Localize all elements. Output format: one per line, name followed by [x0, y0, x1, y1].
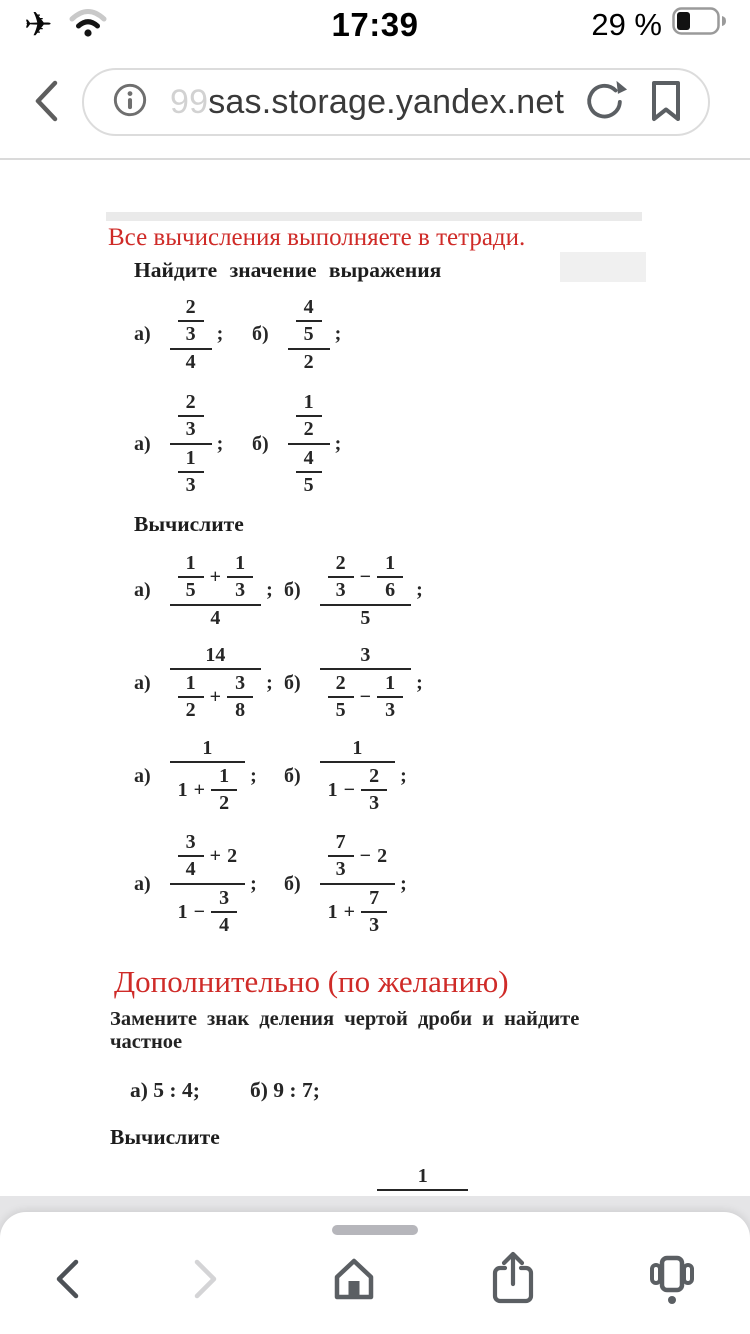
- fraction: [178, 296, 204, 346]
- extra-subheading: Замените знак деления чертой дроби и найдите частное: [110, 1008, 580, 1053]
- problem-label: б): [284, 672, 301, 694]
- math-expression: [167, 644, 264, 723]
- share-icon: [486, 1250, 540, 1311]
- fraction: [296, 391, 322, 441]
- math-row: [175, 831, 240, 881]
- fraction: [377, 552, 403, 602]
- fraction: [170, 295, 212, 374]
- fraction: [296, 447, 322, 497]
- math-token: +: [209, 685, 222, 708]
- math-row: [175, 887, 240, 937]
- fraction: [320, 737, 395, 816]
- numerator: [320, 551, 411, 606]
- math-token: 1: [177, 900, 188, 923]
- math-problem: [134, 551, 284, 630]
- problem-label: б): [284, 579, 301, 601]
- math-expression: [317, 644, 414, 723]
- fraction: [178, 831, 204, 881]
- problems-row: [134, 551, 653, 630]
- clock: 17:39: [331, 6, 419, 43]
- math-row: [325, 552, 406, 602]
- numerator: [178, 552, 204, 578]
- math-problem: [252, 390, 370, 498]
- bookmark-icon: [646, 78, 686, 127]
- numerator: [170, 390, 212, 445]
- math-token: 4: [185, 351, 196, 373]
- bookmark-button[interactable]: [646, 78, 686, 127]
- math-problem: [252, 295, 370, 374]
- math-expression: [167, 551, 264, 630]
- math-token: 2: [369, 765, 380, 787]
- denominator: [320, 763, 395, 816]
- punctuation: ;: [416, 579, 423, 601]
- denominator: [170, 763, 245, 816]
- denominator: [178, 698, 204, 722]
- numerator: [361, 765, 387, 791]
- section2-heading: Вычислите: [134, 512, 244, 536]
- math-token: 3: [369, 792, 380, 814]
- math-token: 7: [335, 831, 346, 853]
- math-row: [325, 887, 390, 937]
- fraction: [361, 887, 387, 937]
- worksheet-image: [108, 224, 653, 1330]
- fraction: [361, 765, 387, 815]
- math-token: 1: [185, 552, 196, 574]
- problem-label: б): [250, 1078, 268, 1102]
- math-row: [325, 672, 406, 722]
- fraction: [320, 551, 411, 630]
- math-token: 4: [185, 858, 196, 880]
- math-problem: [134, 295, 252, 374]
- page-content[interactable]: [0, 160, 750, 1334]
- status-left: [24, 5, 107, 45]
- math-token: 14: [205, 644, 226, 666]
- denominator: [170, 606, 261, 630]
- denominator: [227, 578, 253, 602]
- math-token: 3: [185, 474, 196, 496]
- math-token: 4: [219, 914, 230, 936]
- fraction: [178, 672, 204, 722]
- denominator: [328, 578, 354, 602]
- numerator: [170, 830, 245, 885]
- math-token: 3: [235, 672, 246, 694]
- denominator: [170, 885, 245, 938]
- numerator: [178, 672, 204, 698]
- punctuation: ;: [250, 765, 257, 787]
- punctuation: ;: [266, 579, 273, 601]
- numerator: [296, 296, 322, 322]
- math-token: +: [193, 778, 206, 801]
- refresh-button[interactable]: [582, 78, 628, 127]
- numerator: [377, 552, 403, 578]
- problems-row: [134, 390, 653, 498]
- status-right: [591, 7, 728, 43]
- numerator: [328, 831, 354, 857]
- math-token: 2: [219, 792, 230, 814]
- problem-text: 9 : 7;: [273, 1078, 320, 1102]
- math-token: 6: [385, 579, 396, 601]
- math-token: 7: [369, 887, 380, 909]
- math-row: [325, 765, 390, 815]
- math-token: 1: [202, 737, 213, 759]
- math-row: [175, 552, 256, 602]
- math-token: +: [343, 900, 356, 923]
- numerator: [178, 296, 204, 322]
- fraction: [211, 765, 237, 815]
- math-row: [175, 672, 256, 722]
- numerator: [211, 887, 237, 913]
- fraction: [170, 551, 261, 630]
- fraction: [211, 887, 237, 937]
- problem-label: а): [134, 765, 151, 787]
- math-token: 5: [335, 699, 346, 721]
- denominator: [211, 791, 237, 815]
- numerator: [170, 551, 261, 606]
- math-row: [175, 765, 240, 815]
- math-token: −: [343, 778, 356, 801]
- problem-label: а): [134, 579, 151, 601]
- denominator: [211, 913, 237, 937]
- math-token: 4: [210, 607, 221, 629]
- red-note: Все вычисления выполняете в тетради.: [108, 224, 526, 251]
- numerator: [170, 737, 245, 763]
- fraction: [170, 830, 245, 938]
- airplane-mode-icon: ✈: [24, 5, 53, 45]
- math-token: −: [359, 685, 372, 708]
- denominator: [320, 670, 411, 723]
- problem-label: а): [134, 872, 151, 895]
- math-expression: [167, 295, 215, 374]
- denominator: [178, 322, 204, 346]
- math-expression: [167, 830, 248, 938]
- division-items: [130, 1078, 653, 1103]
- math-token: 1: [177, 778, 188, 801]
- problem-label: б): [252, 432, 269, 455]
- math-token: 1: [303, 391, 314, 413]
- punctuation: ;: [216, 432, 224, 455]
- numerator: [377, 672, 403, 698]
- math-token: 2: [185, 296, 196, 318]
- math-token: 1: [385, 552, 396, 574]
- math-problem: [134, 644, 284, 723]
- math-token: 4: [303, 447, 314, 469]
- math-problem: [284, 737, 434, 816]
- fraction: [178, 447, 204, 497]
- math-problem: [134, 390, 252, 498]
- address-bar[interactable]: [82, 68, 710, 136]
- browser-navbar: [0, 46, 750, 160]
- numerator: [377, 1165, 468, 1191]
- numerator: [320, 644, 411, 670]
- punctuation: ;: [400, 872, 407, 895]
- refresh-icon: [582, 78, 628, 127]
- math-expression: [167, 737, 248, 816]
- numerator: [320, 830, 395, 885]
- numerator: [320, 737, 395, 763]
- numerator: [227, 552, 253, 578]
- punctuation: ;: [416, 672, 423, 694]
- math-expression: [317, 551, 414, 630]
- division-item: [130, 1078, 250, 1103]
- fraction: [296, 296, 322, 346]
- math-token: 1: [235, 552, 246, 574]
- denominator: [170, 445, 212, 498]
- math-problem: [284, 830, 434, 938]
- denominator: [320, 606, 411, 630]
- math-token: 2: [377, 844, 388, 867]
- fraction: [288, 295, 330, 374]
- numerator: [328, 672, 354, 698]
- back-icon: [30, 76, 62, 129]
- denominator: [296, 417, 322, 441]
- math-problem: [134, 737, 284, 816]
- problem-label: б): [284, 872, 301, 895]
- denominator: [320, 885, 395, 938]
- numerator: [288, 295, 330, 350]
- numerator: [178, 831, 204, 857]
- extra-heading: Дополнительно (по желанию): [114, 964, 509, 999]
- problems-row: [134, 295, 653, 374]
- bottom-sheet-backdrop: [0, 1196, 750, 1334]
- share-button[interactable]: [486, 1250, 540, 1311]
- denominator: [288, 445, 330, 498]
- fraction: [320, 830, 395, 938]
- math-token: 8: [235, 699, 246, 721]
- problem-label: а): [130, 1078, 148, 1102]
- math-token: 5: [185, 579, 196, 601]
- numerator: [178, 391, 204, 417]
- problem-label: а): [134, 323, 151, 345]
- math-problem: [134, 830, 284, 938]
- problem-text: 5 : 4;: [153, 1078, 200, 1102]
- problem-label: а): [134, 672, 151, 694]
- math-token: 1: [185, 672, 196, 694]
- math-token: 3: [219, 887, 230, 909]
- fraction: [227, 672, 253, 722]
- url-prefix: 99: [170, 82, 209, 121]
- scan-artifact: [106, 212, 642, 221]
- math-token: 1: [385, 672, 396, 694]
- back-icon: [50, 1254, 84, 1307]
- math-token: 3: [185, 831, 196, 853]
- fraction: [288, 390, 330, 498]
- denominator: [361, 791, 387, 815]
- punctuation: ;: [400, 765, 407, 787]
- math-expression: [317, 830, 398, 938]
- math-token: 4: [303, 296, 314, 318]
- denominator: [178, 578, 204, 602]
- math-token: 3: [335, 858, 346, 880]
- math-problem: [284, 551, 434, 630]
- problems-row: [134, 737, 653, 816]
- math-token: 2: [185, 391, 196, 413]
- fraction: [178, 391, 204, 441]
- math-token: 1: [185, 447, 196, 469]
- extra-compute-heading: Вычислите: [110, 1125, 220, 1149]
- math-expression: [317, 737, 398, 816]
- section2-problems: [108, 551, 653, 938]
- toolbar-buttons: [0, 1235, 750, 1312]
- numerator: [227, 672, 253, 698]
- home-button[interactable]: [327, 1252, 381, 1309]
- math-expression: [285, 295, 333, 374]
- math-token: −: [359, 565, 372, 588]
- denominator: [170, 350, 212, 374]
- tabs-icon: [644, 1249, 700, 1312]
- url-domain: sas.storage.yandex.net: [208, 82, 565, 121]
- denominator: [178, 473, 204, 497]
- problems-row: [134, 644, 653, 723]
- denominator: [178, 417, 204, 441]
- math-problem: [284, 644, 434, 723]
- math-token: 5: [360, 607, 371, 629]
- fraction: [178, 552, 204, 602]
- math-token: 3: [369, 914, 380, 936]
- math-token: 2: [335, 672, 346, 694]
- math-token: 1: [219, 765, 230, 787]
- problem-label: б): [284, 765, 301, 787]
- numerator: [178, 447, 204, 473]
- numerator: [296, 447, 322, 473]
- denominator: [328, 698, 354, 722]
- math-token: 1: [327, 900, 338, 923]
- battery-percent: 29 %: [591, 7, 662, 42]
- math-expression: [285, 390, 333, 498]
- math-token: −: [193, 900, 206, 923]
- punctuation: ;: [334, 432, 342, 455]
- punctuation: ;: [334, 323, 342, 345]
- tabs-button[interactable]: [644, 1249, 700, 1312]
- problems-row: [134, 830, 653, 938]
- fraction: [328, 831, 354, 881]
- numerator: [170, 295, 212, 350]
- status-bar: [0, 0, 750, 46]
- numerator: [288, 390, 330, 445]
- math-token: +: [209, 565, 222, 588]
- denominator: [178, 857, 204, 881]
- fraction: [170, 390, 212, 498]
- denominator: [377, 578, 403, 602]
- math-row: [325, 831, 390, 881]
- math-token: 5: [303, 474, 314, 496]
- page-info-icon[interactable]: [108, 78, 152, 127]
- problem-label: б): [252, 323, 269, 345]
- math-token: 2: [303, 351, 314, 373]
- math-token: 2: [335, 552, 346, 574]
- numerator: [296, 391, 322, 417]
- fraction: [170, 737, 245, 816]
- math-token: 1: [352, 737, 363, 759]
- punctuation: ;: [216, 323, 224, 345]
- math-token: 3: [185, 323, 196, 345]
- fraction: [320, 644, 411, 723]
- punctuation: ;: [250, 872, 257, 895]
- numerator: [170, 644, 261, 670]
- math-token: 3: [385, 699, 396, 721]
- punctuation: ;: [266, 672, 273, 694]
- math-token: +: [209, 844, 222, 867]
- section1-heading: Найдите значение выражения: [134, 258, 442, 282]
- problem-label: а): [134, 432, 151, 455]
- math-token: 5: [303, 323, 314, 345]
- section1-problems: [108, 295, 653, 498]
- denominator: [227, 698, 253, 722]
- math-token: 2: [185, 699, 196, 721]
- url-text: [170, 83, 564, 122]
- denominator: [328, 857, 354, 881]
- fraction: [227, 552, 253, 602]
- math-token: −: [359, 844, 372, 867]
- denominator: [377, 698, 403, 722]
- back-button[interactable]: [30, 76, 62, 129]
- numerator: [328, 552, 354, 578]
- math-token: 1: [417, 1165, 428, 1187]
- math-token: 1: [327, 778, 338, 801]
- numerator: [361, 887, 387, 913]
- denominator: [170, 670, 261, 723]
- division-item: [250, 1078, 370, 1103]
- math-token: 3: [235, 579, 246, 601]
- denominator: [288, 350, 330, 374]
- math-token: 3: [185, 418, 196, 440]
- bottom-toolbar: [0, 1212, 750, 1334]
- forward-nav-button[interactable]: [189, 1254, 223, 1307]
- denominator: [361, 913, 387, 937]
- math-token: 2: [227, 844, 238, 867]
- math-token: 3: [335, 579, 346, 601]
- fraction: [377, 672, 403, 722]
- scan-artifact: [560, 252, 646, 282]
- denominator: [296, 322, 322, 346]
- fraction: [328, 552, 354, 602]
- math-token: 2: [303, 418, 314, 440]
- wifi-icon: [69, 8, 107, 43]
- math-token: 3: [360, 644, 371, 666]
- back-nav-button[interactable]: [50, 1254, 84, 1307]
- fraction: [170, 644, 261, 723]
- math-expression: [167, 390, 215, 498]
- forward-icon: [189, 1254, 223, 1307]
- home-icon: [327, 1252, 381, 1309]
- numerator: [211, 765, 237, 791]
- fraction: [328, 672, 354, 722]
- battery-icon: [672, 7, 728, 43]
- drag-handle[interactable]: [332, 1225, 418, 1235]
- denominator: [296, 473, 322, 497]
